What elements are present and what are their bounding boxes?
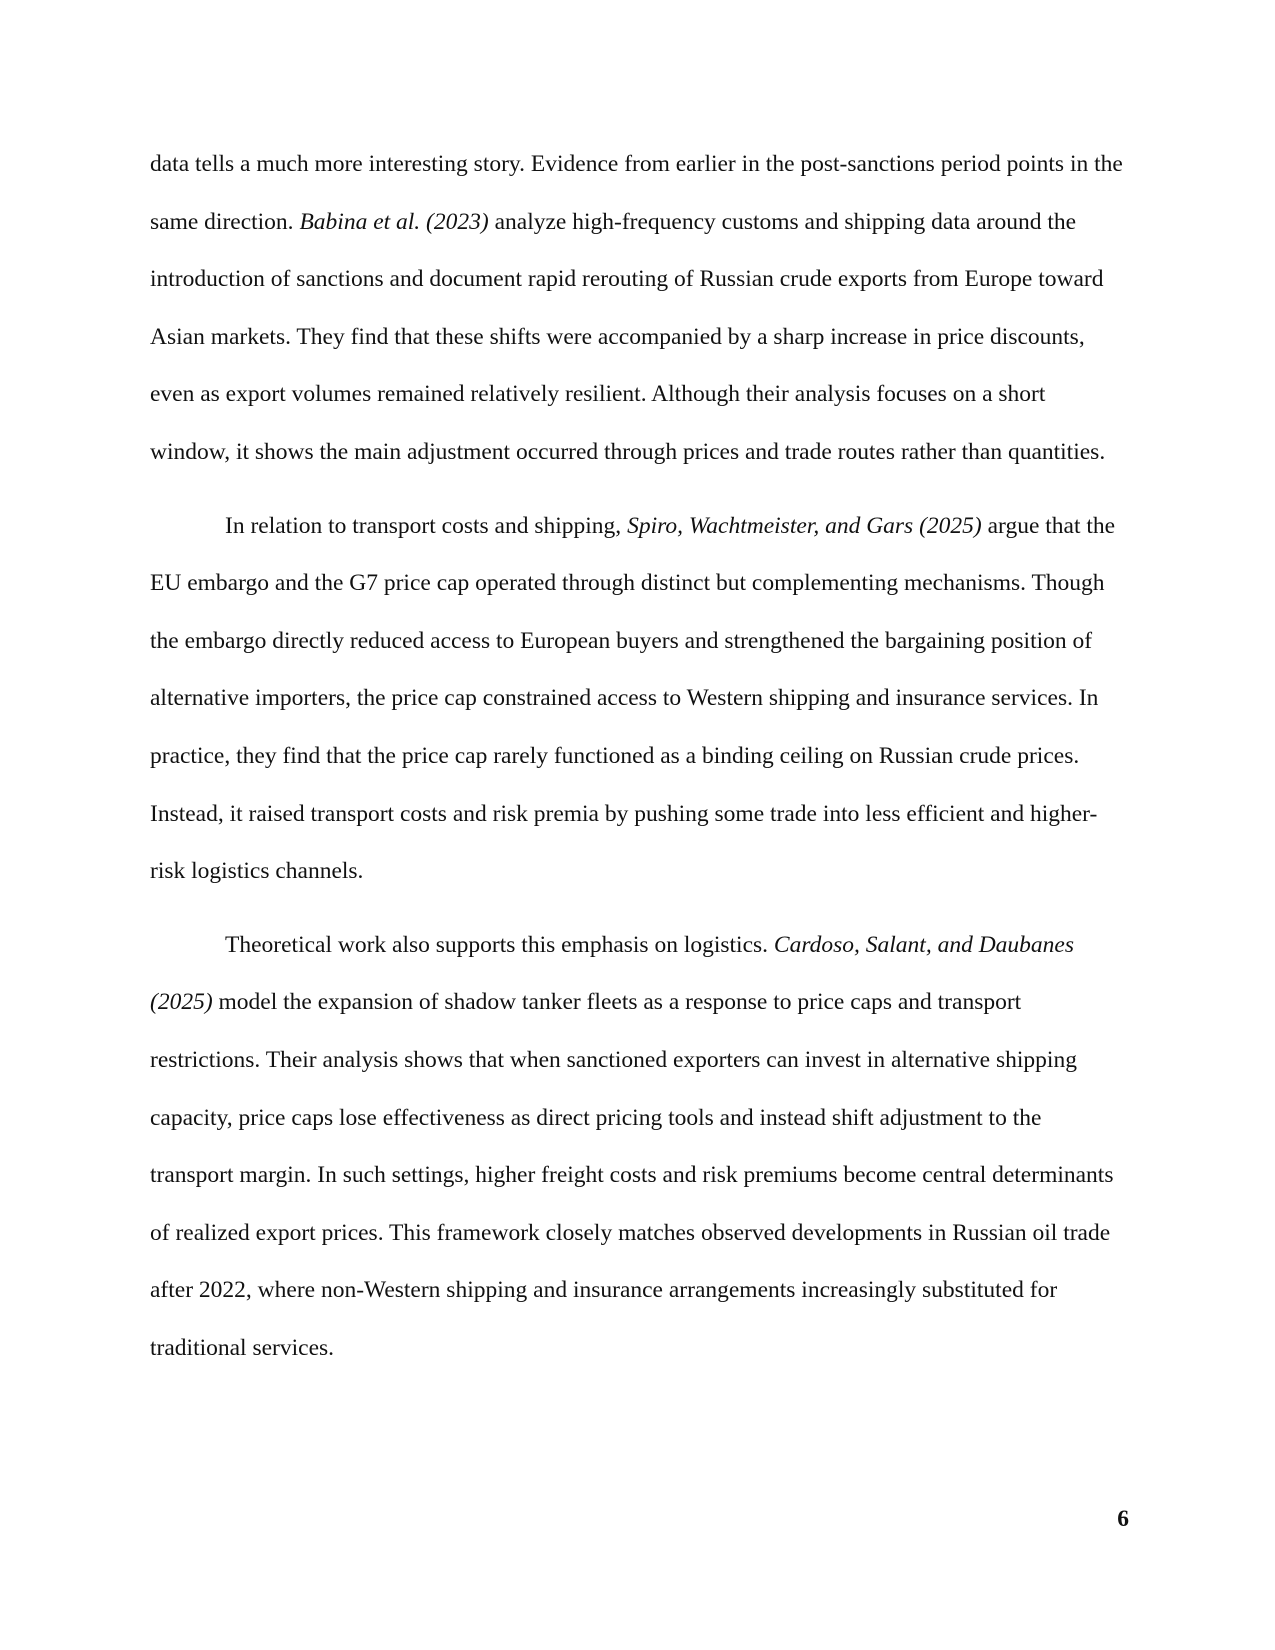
paragraph-2-text: argue that the EU embargo and the G7 price cap operated through distinct but complementing mechanisms. Though the embargo directly reduced access to European buyers and strengthened the bargaining position of alternative importers, the price cap constrained access to Western shipping and insurance services. In practice, they find that the price cap rarely functioned as a binding ceiling on Russian crude prices. Instead, it raised transport costs and risk premia by pushing some trade into less efficient and higher-risk logistics channels. xyxy=(150,512,1121,885)
paragraph-1-text: data tells a much more interesting story. Evidence from earlier in the post-sanctions period points in the same direction. xyxy=(150,151,1129,235)
citation-spiro: Spiro, Wachtmeister, and Gars (2025) xyxy=(627,512,982,539)
paragraph-2-text: In relation to transport costs and shipping, xyxy=(225,512,628,539)
paragraph-1 xyxy=(150,136,1130,482)
body-text xyxy=(150,136,1130,1377)
paragraph-1-text: analyze high-frequency customs and shipping data around the introduction of sanctions and document rapid rerouting of Russian crude exports from Europe toward Asian markets. They find that these shifts were accompanied by a sharp increase in price discounts, even as export volumes remained relatively resilient. Although their analysis focuses on a short window, it shows the main adjustment occurred through prices and trade routes rather than quantities. xyxy=(150,208,1109,465)
paragraph-2 xyxy=(150,498,1130,901)
paragraph-3-text: model the expansion of shadow tanker fleets as a response to price caps and transport restrictions. Their analysis shows that when sanctioned exporters can invest in alternative shipping capacity, price caps lose effectiveness as direct pricing tools and instead shift adjustment to the transport margin. In such settings, higher freight costs and risk premiums become central determinants of realized export prices. This framework closely matches observed developments in Russian oil trade after 2022, where non-Western shipping and insurance arrangements increasingly substituted for traditional services. xyxy=(150,989,1120,1361)
citation-cardoso: Cardoso, Salant, and Daubanes (2025) xyxy=(150,931,1080,1016)
citation-babina: Babina et al. (2023) xyxy=(299,208,489,235)
paragraph-3-text: Theoretical work also supports this emphasis on logistics. xyxy=(225,931,774,958)
page-number: 6 xyxy=(1117,1506,1129,1532)
paragraph-3 xyxy=(150,917,1130,1378)
